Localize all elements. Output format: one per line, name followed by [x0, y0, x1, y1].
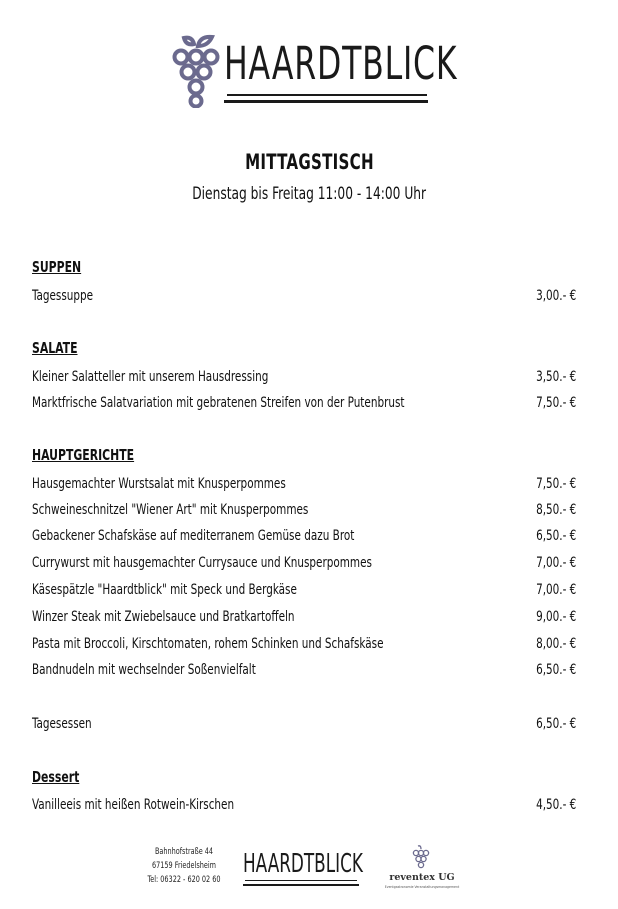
item-price: 8,50.- € — [535, 502, 576, 518]
item-price: 3,50.- € — [535, 369, 576, 385]
item-name: Tagessuppe — [32, 288, 94, 304]
section-heading-hauptgerichte: HAUPTGERICHTE — [32, 446, 135, 464]
menu-item-tagesessen — [32, 713, 576, 735]
item-name: Vanilleeis mit heißen Rotwein-Kirschen — [32, 797, 235, 813]
item-price: 6,50.- € — [535, 716, 576, 732]
item-price: 7,50.- € — [535, 476, 576, 492]
logo-underline — [224, 100, 428, 103]
address-phone: Tel: 06322 - 620 02 60 — [147, 875, 221, 885]
section-heading-salate: SALATE — [32, 339, 78, 357]
item-name: Gebackener Schafskäse auf mediterranem Gemüse dazu Brot — [32, 528, 355, 544]
logo-underline — [243, 884, 359, 886]
item-name: Tagesessen — [32, 716, 92, 732]
menu-hours: Dienstag bis Freitag 11:00 - 14:00 Uhr — [192, 184, 426, 204]
footer-address — [140, 845, 228, 887]
menu-item — [32, 606, 576, 628]
partner-logo — [372, 842, 472, 892]
menu-item — [32, 525, 576, 547]
address-street: Bahnhofstraße 44 — [154, 847, 214, 857]
partner-name: reventex UG — [389, 872, 455, 883]
item-price: 7,50.- € — [535, 395, 576, 411]
footer-brand-name: HAARDTBLICK — [243, 849, 363, 879]
item-name: Kleiner Salatteller mit unserem Hausdressing — [32, 369, 269, 385]
partner-tagline: Eventgastronomie Veranstaltungsmanagement — [384, 885, 460, 889]
item-name: Hausgemachter Wurstsalat mit Knusperpommes — [32, 476, 286, 492]
item-price: 3,00.- € — [535, 288, 576, 304]
menu-item — [32, 499, 576, 521]
menu-item — [32, 579, 576, 601]
menu-item — [32, 392, 576, 414]
address-city: 67159 Friedelsheim — [151, 861, 217, 871]
item-name: Currywurst mit hausgemachter Currysauce und Knusperpommes — [32, 555, 372, 571]
item-name: Bandnudeln mit wechselnder Soßenvielfalt — [32, 662, 256, 678]
menu-item — [32, 473, 576, 495]
section-heading-dessert: Dessert — [32, 768, 80, 786]
item-name: Marktfrische Salatvariation mit gebratenen Streifen von der Putenbrust — [32, 395, 405, 411]
menu-item — [32, 552, 576, 574]
item-price: 8,00.- € — [535, 636, 576, 652]
item-price: 6,50.- € — [535, 528, 576, 544]
logo-underline — [227, 94, 427, 96]
item-price: 6,50.- € — [535, 662, 576, 678]
menu-item — [32, 794, 576, 816]
menu-title: MITTAGSTISCH — [244, 150, 374, 174]
grape-icon — [412, 844, 430, 872]
section-heading-suppen: SUPPEN — [32, 258, 82, 276]
menu-item — [32, 285, 576, 307]
grape-icon — [172, 34, 220, 108]
brand-name: HAARDTBLICK — [224, 37, 458, 90]
logo-underline — [245, 880, 357, 881]
item-price: 9,00.- € — [535, 609, 576, 625]
menu-item — [32, 659, 576, 681]
item-price: 7,00.- € — [535, 582, 576, 598]
item-name: Käsespätzle "Haardtblick" mit Speck und Bergkäse — [32, 582, 297, 598]
menu-item — [32, 633, 576, 655]
menu-item — [32, 366, 576, 388]
item-name: Winzer Steak mit Zwiebelsauce und Bratkartoffeln — [32, 609, 295, 625]
item-name: Pasta mit Broccoli, Kirschtomaten, rohem Schinken und Schafskäse — [32, 636, 384, 652]
item-price: 7,00.- € — [535, 555, 576, 571]
footer-brand-logo — [243, 846, 363, 890]
brand-logo — [172, 32, 458, 112]
item-price: 4,50.- € — [535, 797, 576, 813]
item-name: Schweineschnitzel "Wiener Art" mit Knusperpommes — [32, 502, 309, 518]
